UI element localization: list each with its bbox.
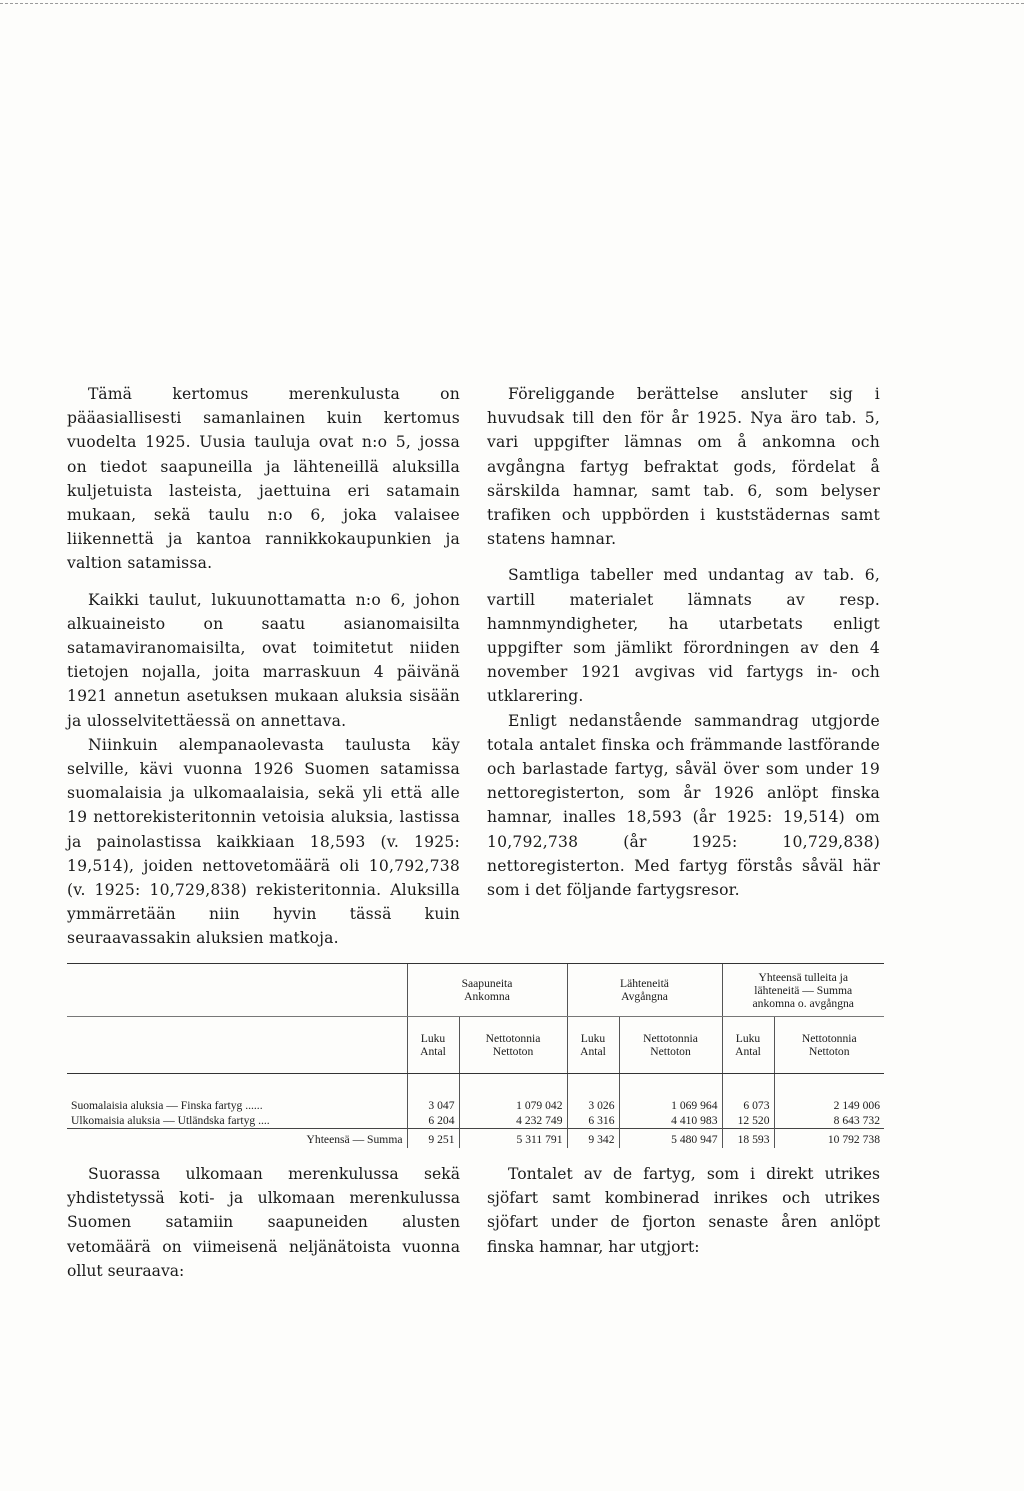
table-group-header-row xyxy=(67,964,884,1017)
subheader-net-tons: Nettotonnia Nettoton xyxy=(619,1017,722,1074)
table-corner-cell xyxy=(67,964,407,1017)
row-label: Suomalaisia aluksia — Finska fartyg ...... xyxy=(71,1099,263,1112)
header-departed: Lähteneitä Avgångna xyxy=(567,964,722,1017)
table-row: Ulkomaisia aluksia — Utländska fartyg .... 6 204 4 232 749 6 316 4 410 983 12 520 8 643 732 xyxy=(67,1113,884,1129)
swedish-caption: Tontalet av de fartyg, som i direkt utrikes sjöfart samt kombinerad inrikes och utrikes sjöfart under de fjorton senaste åren anlöpt finska hamnar, har utgjort: xyxy=(487,1165,880,1256)
subheader-count: Luku Antal xyxy=(567,1017,619,1074)
total-label: Yhteensä — Summa xyxy=(67,1129,407,1149)
subheader-count: Luku Antal xyxy=(407,1017,459,1074)
table-sub-header-row xyxy=(67,1017,884,1074)
subheader-net-tons: Nettotonnia Nettoton xyxy=(459,1017,567,1074)
finnish-paragraph-2: Kaikki taulut, lukuunottamatta n:o 6, johon alkuaineisto on saatu asianomaisilta satamaviranomaisilta, ovat toimitetut niiden tietojen nojalla, joita marraskuun 4 päivänä 1921 annetun asetuksen mukaan aluksia sisään ja ulosselvitettäessä on annettava. xyxy=(67,590,460,730)
header-arrived: Saapuneita Ankomna xyxy=(407,964,567,1017)
subheader-net-tons: Nettotonnia Nettoton xyxy=(774,1017,884,1074)
row-label: Ulkomaisia aluksia — Utländska fartyg .... xyxy=(71,1114,270,1127)
swedish-paragraph-2: Samtliga tabeller med undantag av tab. 6, vartill materialet lämnats av resp. hamnmyndigheter, ha utarbetats enligt uppgifter som jämlikt förordningen av den 4 november 1921 avgivas vid fartygs in- och utklarering. xyxy=(487,566,880,706)
table-total-row: Yhteensä — Summa 9 251 5 311 791 9 342 5 480 947 18 593 10 792 738 xyxy=(67,1129,884,1149)
table-row: Suomalaisia aluksia — Finska fartyg ...... 3 047 1 079 042 3 026 1 069 964 6 073 2 149 006 xyxy=(67,1098,884,1113)
swedish-paragraph-3: Enligt nedanstående sammandrag utgjorde totala antalet finska och främmande lastförande och barlastade fartyg, såväl över som under 19 nettoregisterton, som år 1926 anlöpt finska hamnar, inalles 18,593 (år 1925: 19,514) om 10,792,738 (år 1925: 10,729,838) nettoregisterton. Med fartyg förstås såväl här som i det följande fartygsresor. xyxy=(487,711,880,900)
swedish-text-column xyxy=(487,382,880,902)
header-total: Yhteensä tulleita ja lähteneitä — Summa ankomna o. avgångna xyxy=(722,964,884,1017)
finnish-text-column xyxy=(67,382,460,951)
page-edge-line xyxy=(0,3,1024,4)
ship-summary-table xyxy=(67,963,884,1148)
finnish-caption: Suorassa ulkomaan merenkulussa sekä yhdistetyssä koti- ja ulkomaan merenkulussa Suomen satamiin saapuneiden alusten vetomäärä on viimeisenä neljänätoista vuonna ollut seuraava: xyxy=(67,1165,460,1280)
swedish-paragraph-1: Föreliggande berättelse ansluter sig i huvudsak till den för år 1925. Nya äro tab. 5, vari uppgifter lämnas om å ankomna och avgångna fartyg befraktat gods, fördelat å särskilda hamnar, samt tab. 6, som belyser trafiken och uppbörden i kuststädernas samt statens hamnar. xyxy=(487,385,880,549)
finnish-paragraph-3: Niinkuin alempanaolevasta taulusta käy selville, kävi vuonna 1926 Suomen satamissa suomalaisia ja ulkomaalaisia, sekä yli että alle 19 nettorekisteritonnin vetoisia aluksia, lastissa ja painolastissa kaikkiaan 18,593 (v. 1925: 19,514), joiden nettovetomäärä oli 10,792,738 (v. 1925: 10,729,838) rekisteritonnia. Aluksilla ymmärretään niin hyvin tässä kuin seuraavassakin aluksien matkoja. xyxy=(67,735,460,948)
finnish-paragraph-1: Tämä kertomus merenkulusta on pääasiallisesti samanlainen kuin kertomus vuodelta 1925. Uusia tauluja ovat n:o 5, jossa on tiedot saapuneilla ja lähteneillä aluksilla kuljetuista lasteista, jaettuina eri satamain mukaan, sekä taulu n:o 6, joka valaisee liikennettä ja kantoa rannikkokaupunkien ja valtion satamissa. xyxy=(67,385,460,573)
subheader-count: Luku Antal xyxy=(722,1017,774,1074)
